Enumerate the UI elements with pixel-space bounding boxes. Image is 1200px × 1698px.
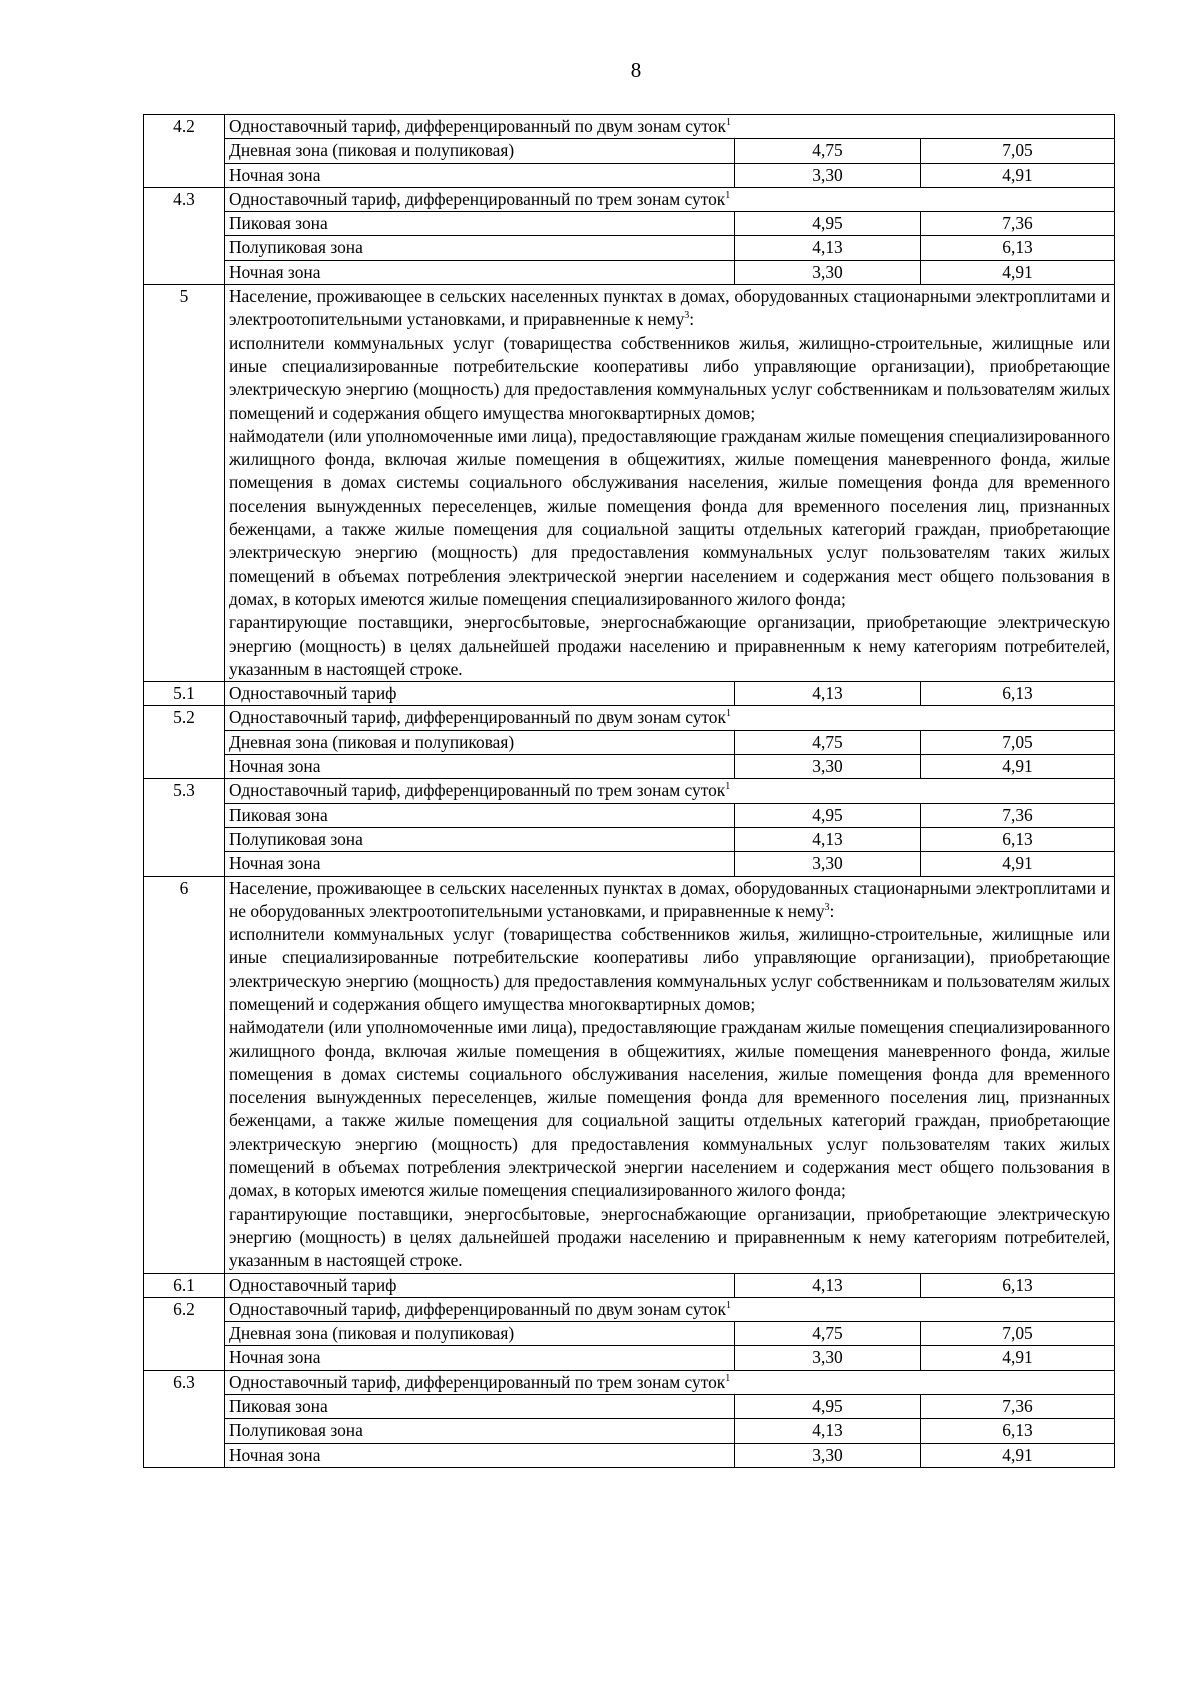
table-row	[144, 163, 1115, 187]
value-cell: 4,75	[735, 1322, 921, 1346]
value-cell: 4,13	[735, 1273, 921, 1297]
tariff-heading-text: Одноставочный тариф, дифференцированный по трем зонам суток	[229, 1371, 726, 1392]
row-number: 5.3	[144, 779, 225, 876]
table-row	[144, 682, 1115, 706]
description-heading-text: Население, проживающее в сельских населенных пунктах в домах, оборудованных стационарными электроплитами и электроотопительными установками, и приравненные к нему	[229, 286, 1111, 330]
table-row	[144, 115, 1115, 139]
table-row	[144, 236, 1115, 260]
value-cell: 6,13	[921, 236, 1115, 260]
value-cell: 7,36	[921, 1395, 1115, 1419]
value-cell: 4,91	[921, 260, 1115, 284]
tariff-heading-text: Одноставочный тариф, дифференцированный по трем зонам суток	[229, 188, 726, 209]
footnote-marker: 1	[725, 708, 731, 720]
table-row	[144, 1395, 1115, 1419]
footnote-marker: 3	[824, 901, 830, 913]
value-cell: 3,30	[735, 163, 921, 187]
row-number: 4.2	[144, 115, 225, 188]
zone-label: Дневная зона (пиковая и полупиковая)	[225, 1322, 735, 1346]
table-row	[144, 1322, 1115, 1346]
value-cell: 6,13	[921, 1273, 1115, 1297]
heading-colon: :	[689, 309, 695, 330]
row-number: 6.3	[144, 1370, 225, 1467]
description-heading-text: Население, проживающее в сельских населенных пунктах в домах, оборудованных стационарными электроплитами и не оборудованных электроотопительными установками, и приравненные к нему	[229, 877, 1111, 921]
footnote-marker: 1	[725, 117, 731, 128]
table-row	[144, 260, 1115, 284]
tariff-heading-text: Одноставочный тариф, дифференцированный по двум зонам суток	[229, 1298, 726, 1319]
table-row	[144, 1346, 1115, 1370]
table-row	[144, 827, 1115, 851]
value-cell: 7,05	[921, 730, 1115, 754]
table-row	[144, 1370, 1115, 1394]
row-number: 5.1	[144, 682, 225, 706]
table-row	[144, 876, 1115, 1273]
tariff-heading-text: Одноставочный тариф, дифференцированный по трем зонам суток	[229, 780, 726, 801]
footnote-marker: 1	[725, 1372, 731, 1384]
table-row	[144, 706, 1115, 730]
zone-label: Ночная зона	[225, 1346, 735, 1370]
table-row	[144, 139, 1115, 163]
table-row	[144, 779, 1115, 803]
zone-label: Дневная зона (пиковая и полупиковая)	[225, 730, 735, 754]
table-row	[144, 852, 1115, 876]
value-cell: 3,30	[735, 1443, 921, 1467]
value-cell: 4,91	[921, 1443, 1115, 1467]
value-cell: 3,30	[735, 260, 921, 284]
table-row	[144, 730, 1115, 754]
page-number: 8	[630, 58, 642, 82]
table-row	[144, 1419, 1115, 1443]
zone-label: Полупиковая зона	[225, 827, 735, 851]
value-cell: 7,05	[921, 1322, 1115, 1346]
table-row	[144, 1443, 1115, 1467]
table-row	[144, 1297, 1115, 1321]
zone-label: Ночная зона	[225, 163, 735, 187]
value-cell: 3,30	[735, 852, 921, 876]
zone-label: Дневная зона (пиковая и полупиковая)	[225, 139, 735, 163]
zone-label: Ночная зона	[225, 852, 735, 876]
table-row	[144, 212, 1115, 236]
tariff-label: Одноставочный тариф	[225, 1273, 735, 1297]
value-cell: 7,05	[921, 139, 1115, 163]
zone-label: Пиковая зона	[225, 803, 735, 827]
description-paragraph: наймодатели (или уполномоченные ими лица), предоставляющие гражданам жилые помещения специализированного жилищного фонда, включая жилые помещения в общежитиях, жилые помещения маневренного фонда, жилые помещения в домах системы социального обслуживания населения, жилые помещения фонда для временного поселения вынужденных переселенцев, жилые помещения фонда для временного поселения лиц, признанных беженцами, а также жилые помещения для социальной защиты отдельных категорий граждан, приобретающие электрическую энергию (мощность) для предоставления коммунальных услуг пользователям таких жилых помещений в объемах потребления электрической энергии населением и содержания мест общего пользования в домах, в которых имеются жилые помещения специализированного жилого фонда;	[229, 1017, 1111, 1201]
tariff-table	[143, 114, 1115, 1468]
description-paragraph: исполнители коммунальных услуг (товарищества собственников жилья, жилищно-строительные, жилищные или иные специализированные потребительские кооперативы либо управляющие организации), приобретающие электрическую энергию (мощность) для предоставления коммунальных услуг собственникам и пользователям жилых помещений и содержания общего имущества многоквартирных домов;	[229, 332, 1111, 423]
heading-colon: :	[829, 900, 835, 921]
value-cell: 7,36	[921, 212, 1115, 236]
value-cell: 4,13	[735, 682, 921, 706]
zone-label: Ночная зона	[225, 755, 735, 779]
consumer-description	[225, 876, 1115, 1273]
zone-label: Полупиковая зона	[225, 236, 735, 260]
value-cell: 6,13	[921, 827, 1115, 851]
value-cell: 6,13	[921, 682, 1115, 706]
footnote-marker: 1	[725, 1299, 731, 1311]
zone-label: Ночная зона	[225, 1443, 735, 1467]
row-number: 5	[144, 285, 225, 682]
tariff-label: Одноставочный тариф	[225, 682, 735, 706]
value-cell: 4,91	[921, 1346, 1115, 1370]
value-cell: 4,95	[735, 803, 921, 827]
tariff-heading	[225, 187, 1115, 211]
tariff-heading-text: Одноставочный тариф, дифференцированный по двум зонам суток	[229, 707, 726, 728]
description-paragraph: гарантирующие поставщики, энергосбытовые, энергоснабжающие организации, приобретающие электрическую энергию (мощность) в целях дальнейшей продажи населению и приравненным к нему категориям потребителей, указанным в настоящей строке.	[229, 1203, 1111, 1271]
value-cell: 3,30	[735, 1346, 921, 1370]
table-row	[144, 1273, 1115, 1297]
value-cell: 4,75	[735, 139, 921, 163]
description-paragraph: гарантирующие поставщики, энергосбытовые, энергоснабжающие организации, приобретающие электрическую энергию (мощность) в целях дальнейшей продажи населению и приравненным к нему категориям потребителей, указанным в настоящей строке.	[229, 612, 1111, 679]
value-cell: 4,95	[735, 212, 921, 236]
tariff-heading	[225, 1297, 1115, 1321]
zone-label: Пиковая зона	[225, 1395, 735, 1419]
tariff-heading	[225, 706, 1115, 730]
tariff-heading	[225, 115, 1115, 139]
description-paragraph: наймодатели (или уполномоченные ими лица), предоставляющие гражданам жилые помещения специализированного жилищного фонда, включая жилые помещения в общежитиях, жилые помещения маневренного фонда, жилые помещения в домах системы социального обслуживания населения, жилые помещения фонда для временного поселения вынужденных переселенцев, жилые помещения фонда для временного поселения лиц, признанных беженцами, а также жилые помещения для социальной защиты отдельных категорий граждан, приобретающие электрическую энергию (мощность) для предоставления коммунальных услуг пользователям таких жилых помещений в объемах потребления электрической энергии населением и содержания мест общего пользования в домах, в которых имеются жилые помещения специализированного жилого фонда;	[229, 425, 1111, 609]
zone-label: Ночная зона	[225, 260, 735, 284]
table-row	[144, 285, 1115, 682]
tariff-heading	[225, 1370, 1115, 1394]
value-cell: 3,30	[735, 755, 921, 779]
consumer-description	[225, 285, 1115, 682]
value-cell: 6,13	[921, 1419, 1115, 1443]
footnote-marker: 1	[725, 189, 731, 201]
row-number: 6	[144, 876, 225, 1273]
value-cell: 7,36	[921, 803, 1115, 827]
value-cell: 4,91	[921, 163, 1115, 187]
zone-label: Пиковая зона	[225, 212, 735, 236]
table-row	[144, 803, 1115, 827]
value-cell: 4,13	[735, 236, 921, 260]
value-cell: 4,75	[735, 730, 921, 754]
footnote-marker: 1	[725, 781, 731, 793]
table-row	[144, 187, 1115, 211]
tariff-heading-text: Одноставочный тариф, дифференцированный по двум зонам суток	[229, 116, 726, 136]
tariff-heading	[225, 779, 1115, 803]
row-number: 6.1	[144, 1273, 225, 1297]
value-cell: 4,91	[921, 852, 1115, 876]
table-row	[144, 755, 1115, 779]
row-number: 5.2	[144, 706, 225, 779]
footnote-marker: 3	[684, 310, 690, 322]
description-heading	[229, 877, 1110, 924]
row-number: 6.2	[144, 1297, 225, 1370]
value-cell: 4,95	[735, 1395, 921, 1419]
value-cell: 4,91	[921, 755, 1115, 779]
description-heading	[229, 285, 1110, 332]
value-cell: 4,13	[735, 1419, 921, 1443]
zone-label: Полупиковая зона	[225, 1419, 735, 1443]
description-paragraph: исполнители коммунальных услуг (товарищества собственников жилья, жилищно-строительные, жилищные или иные специализированные потребительские кооперативы либо управляющие организации), приобретающие электрическую энергию (мощность) для предоставления коммунальных услуг собственникам и пользователям жилых помещений и содержания общего имущества многоквартирных домов;	[229, 924, 1111, 1014]
value-cell: 4,13	[735, 827, 921, 851]
row-number: 4.3	[144, 187, 225, 284]
